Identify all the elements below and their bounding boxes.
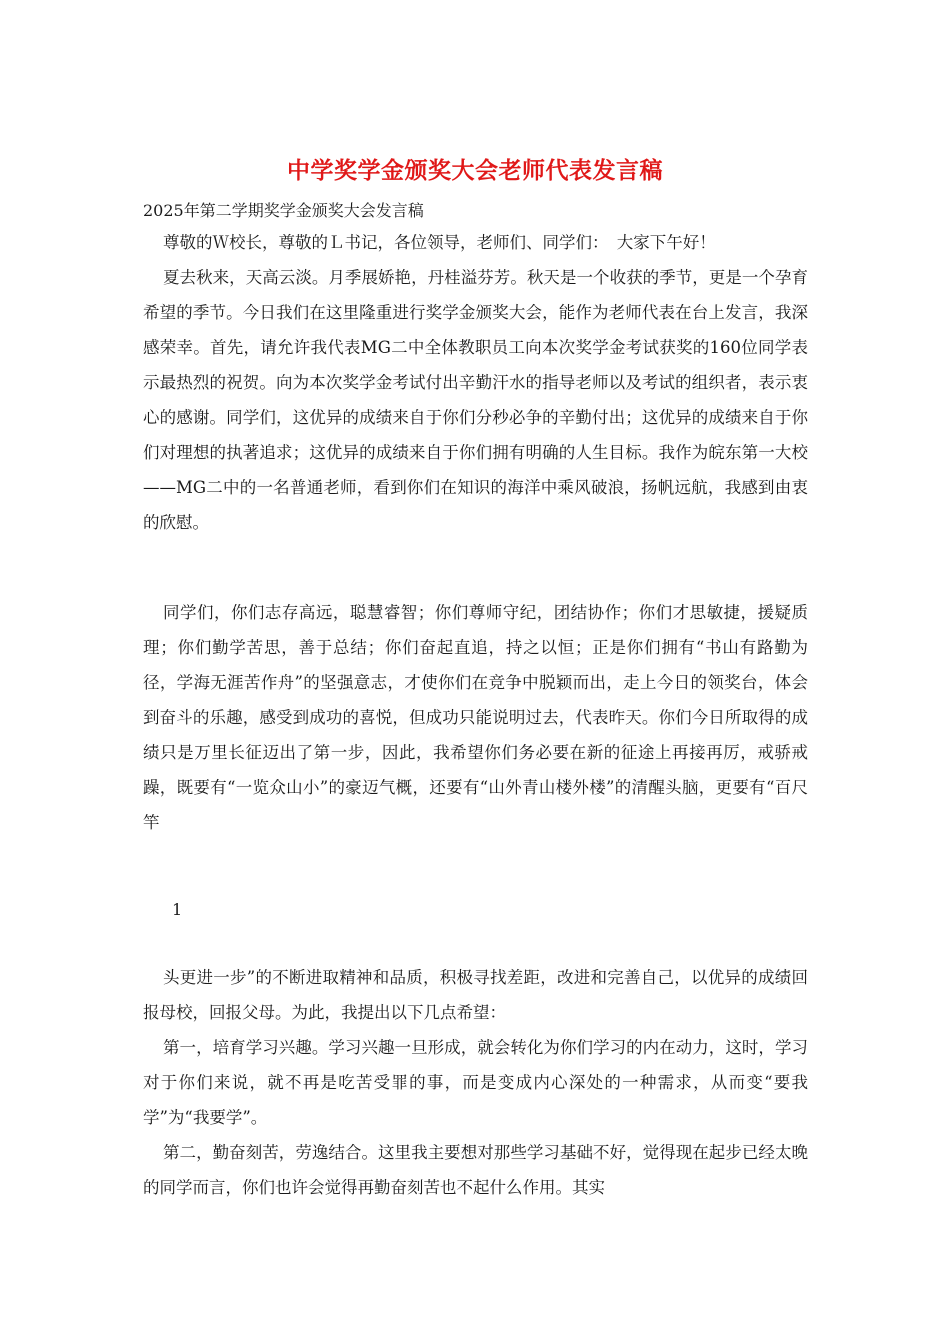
page-number: 1 xyxy=(172,900,183,919)
body-section-2 xyxy=(143,595,808,840)
document-title: 中学奖学金颁奖大会老师代表发言稿 xyxy=(287,157,663,184)
paragraph: 夏去秋来，天高云淡。月季展娇艳，丹桂溢芬芳。秋天是一个收获的季节，更是一个孕育希望的季节。今日我们在这里隆重进行奖学金颁奖大会，能作为老师代表在台上发言，我深感荣幸。首先，请允许我代表MG二中全体教职员工向本次奖学金考试获奖的160位同学表示最热烈的祝贺。向为本次奖学金考试付出辛勤汗水的指导老师以及考试的组织者，表示衷心的感谢。同学们，这优异的成绩来自于你们分秒必争的辛勤付出；这优异的成绩来自于你们对理想的执著追求；这优异的成绩来自于你们拥有明确的人生目标。我作为皖东第一大校——MG二中的一名普通老师，看到你们在知识的海洋中乘风破浪，扬帆远航，我感到由衷的欣慰。 xyxy=(143,268,808,532)
greeting-line: 尊敬的Ｗ校长，尊敬的Ｌ书记，各位领导，老师们、同学们： 大家下午好！ xyxy=(163,233,716,252)
document-subtitle: 2025年第二学期奖学金颁奖大会发言稿 xyxy=(143,201,424,220)
paragraph: 第二，勤奋刻苦，劳逸结合。这里我主要想对那些学习基础不好，觉得现在起步已经太晚的同学而言，你们也许会觉得再勤奋刻苦也不起什么作用。其实 xyxy=(143,1143,808,1197)
body-section-3 xyxy=(143,960,808,1205)
paragraph: 同学们，你们志存高远，聪慧睿智；你们尊师守纪，团结协作；你们才思敏捷，援疑质理；你们勤学苦思，善于总结；你们奋起直追，持之以恒；正是你们拥有“书山有路勤为径，学海无涯苦作舟”的坚强意志，才使你们在竞争中脱颖而出，走上今日的领奖台，体会到奋斗的乐趣，感受到成功的喜悦，但成功只能说明过去，代表昨天。你们今日所取得的成绩只是万里长征迈出了第一步，因此，我希望你们务必要在新的征途上再接再厉，戒骄戒躁，既要有“一览众山小”的豪迈气概，还要有“山外青山楼外楼”的清醒头脑，更要有“百尺竿 xyxy=(143,603,808,832)
body-section-1 xyxy=(143,260,808,540)
paragraph: 头更进一步”的不断进取精神和品质，积极寻找差距，改进和完善自己，以优异的成绩回报母校，回报父母。为此，我提出以下几点希望： xyxy=(143,968,808,1022)
paragraph: 第一，培育学习兴趣。学习兴趣一旦形成，就会转化为你们学习的内在动力，这时，学习对于你们来说，就不再是吃苦受罪的事，而是变成内心深处的一种需求，从而变“要我学”为“我要学”。 xyxy=(143,1038,808,1127)
